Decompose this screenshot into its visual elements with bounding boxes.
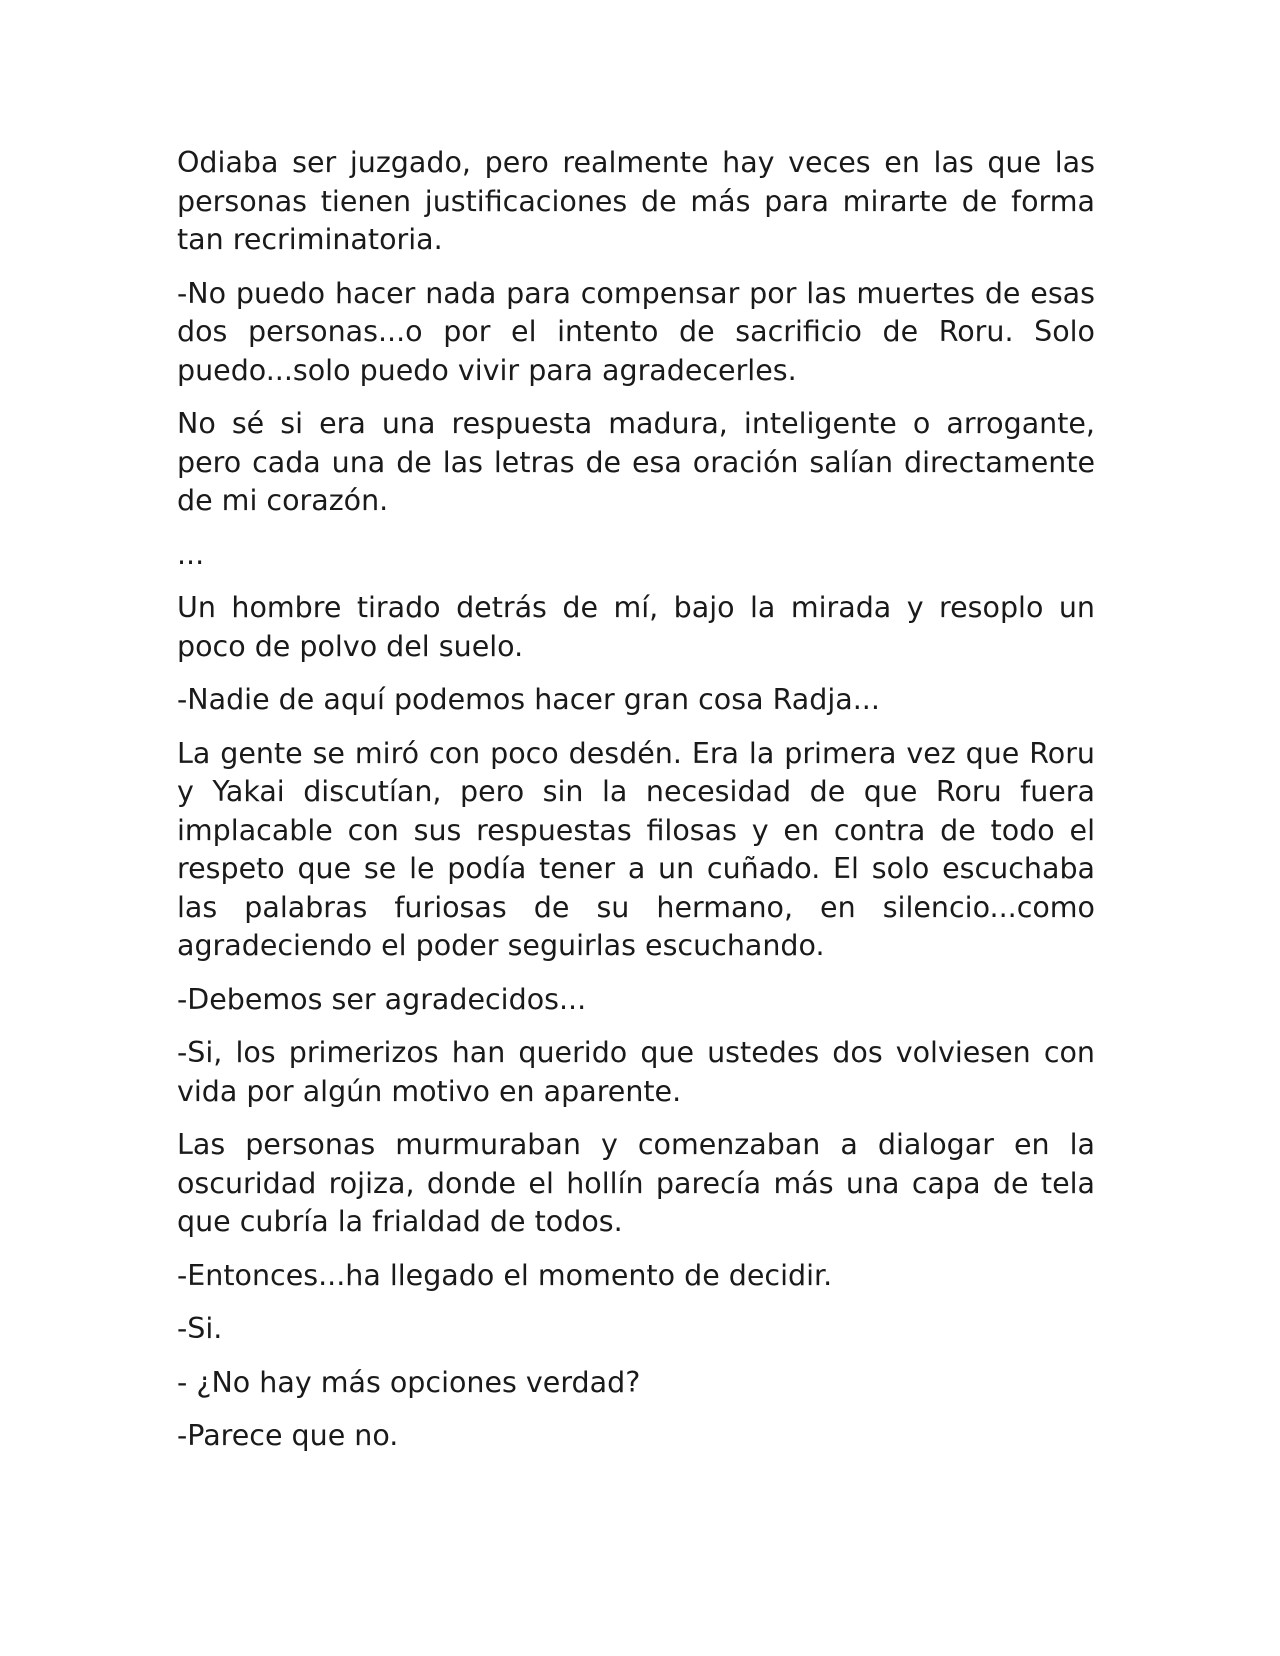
paragraph: La gente se miró con poco desdén. Era la primera vez que Roru y Yakai discutían, pero sin la necesidad de que Roru fuera implacable con sus respuestas filosas y en contra de todo el respeto que se le podía tener a un cuñado. El solo escuchaba las palabras furiosas de su hermano, en silencio...como agradeciendo el poder seguirlas escuchando.: [177, 736, 1095, 962]
dialogue-line: -Parece que no.: [177, 1419, 399, 1452]
dialogue-line: -Si.: [177, 1312, 223, 1345]
dialogue-line: -Entonces...ha llegado el momento de decidir.: [177, 1258, 833, 1292]
ellipsis-separator: ...: [177, 537, 205, 571]
paragraph: Odiaba ser juzgado, pero realmente hay veces en las que las personas tienen justificaciones de más para mirarte de forma tan recriminatoria.: [177, 146, 1095, 256]
paragraph: No sé si era una respuesta madura, inteligente o arrogante, pero cada una de las letras de esa oración salían directamente de mi corazón.: [177, 407, 1095, 517]
dialogue-line: -Nadie de aquí podemos hacer gran cosa Radja...: [177, 683, 880, 716]
document-page: [177, 144, 1095, 1471]
dialogue-line: -Si, los primerizos han querido que ustedes dos volviesen con vida por algún motivo en aparente.: [177, 1036, 1095, 1108]
paragraph: Las personas murmuraban y comenzaban a dialogar en la oscuridad rojiza, donde el hollín parecía más una capa de tela que cubría la frialdad de todos.: [177, 1128, 1095, 1238]
paragraph: Un hombre tirado detrás de mí, bajo la mirada y resoplo un poco de polvo del suelo.: [177, 591, 1095, 663]
dialogue-line: - ¿No hay más opciones verdad?: [177, 1365, 641, 1399]
paragraph: -No puedo hacer nada para compensar por las muertes de esas dos personas...o por el intento de sacrificio de Roru. Solo puedo...solo puedo vivir para agradecerles.: [177, 276, 1095, 387]
dialogue-line: -Debemos ser agradecidos...: [177, 982, 587, 1016]
